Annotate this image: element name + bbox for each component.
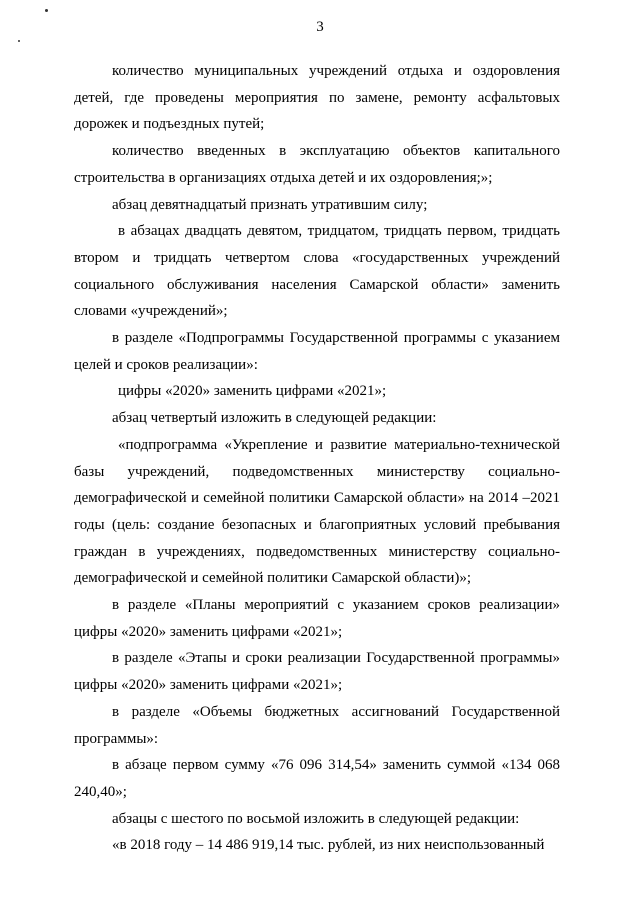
- paragraph: «подпрограмма «Укрепление и развитие материально-технической базы учреждений, подведомственных министерству социально-демографической и семейной политики Самарской области» на 2014 –2021 годы (цель: создание безопасных и благоприятных условий пребывания граждан в учреждениях, подведомственных министерству социально-демографической и семейной политики Самарской области)»;: [74, 436, 560, 587]
- paragraph: в разделе «Этапы и сроки реализации Государственной программы» цифры «2020» заменить цифрами «2021»;: [74, 650, 560, 694]
- paragraph: в абзаце первом сумму «76 096 314,54» заменить суммой «134 068 240,40»;: [74, 757, 560, 800]
- paragraph: в разделе «Планы мероприятий с указанием сроков реализации» цифры «2020» заменить цифрами «2021»;: [74, 597, 560, 640]
- paragraph: цифры «2020» заменить цифрами «2021»;: [118, 383, 387, 400]
- page-number: 3: [316, 19, 324, 35]
- paragraph: в разделе «Объемы бюджетных ассигнований Государственной программы»:: [74, 703, 560, 747]
- paragraph: абзац четвертый изложить в следующей редакции:: [112, 410, 437, 427]
- paragraph: количество введенных в эксплуатацию объектов капитального строительства в организациях отдыха детей и их оздоровления;»;: [74, 143, 560, 186]
- paragraph: в разделе «Подпрограммы Государственной программы с указанием целей и сроков реализации»:: [74, 330, 560, 373]
- scan-speck: [45, 9, 48, 12]
- paragraph: абзац девятнадцатый признать утратившим силу;: [112, 196, 428, 213]
- document-body: [74, 58, 560, 859]
- paragraph: «в 2018 году – 14 486 919,14 тыс. рублей, из них неиспользованный: [112, 837, 545, 854]
- paragraph: абзацы с шестого по восьмой изложить в следующей редакции:: [112, 810, 520, 827]
- paragraph: в абзацах двадцать девятом, тридцатом, тридцать первом, тридцать втором и тридцать четвертом слова «государственных учреждений социального обслуживания населения Самарской области» заменить словами «учреждений»;: [74, 223, 560, 320]
- scan-speck: [18, 40, 20, 42]
- paragraph: количество муниципальных учреждений отдыха и оздоровления детей, где проведены мероприятия по замене, ремонту асфальтовых дорожек и подъездных путей;: [74, 63, 560, 133]
